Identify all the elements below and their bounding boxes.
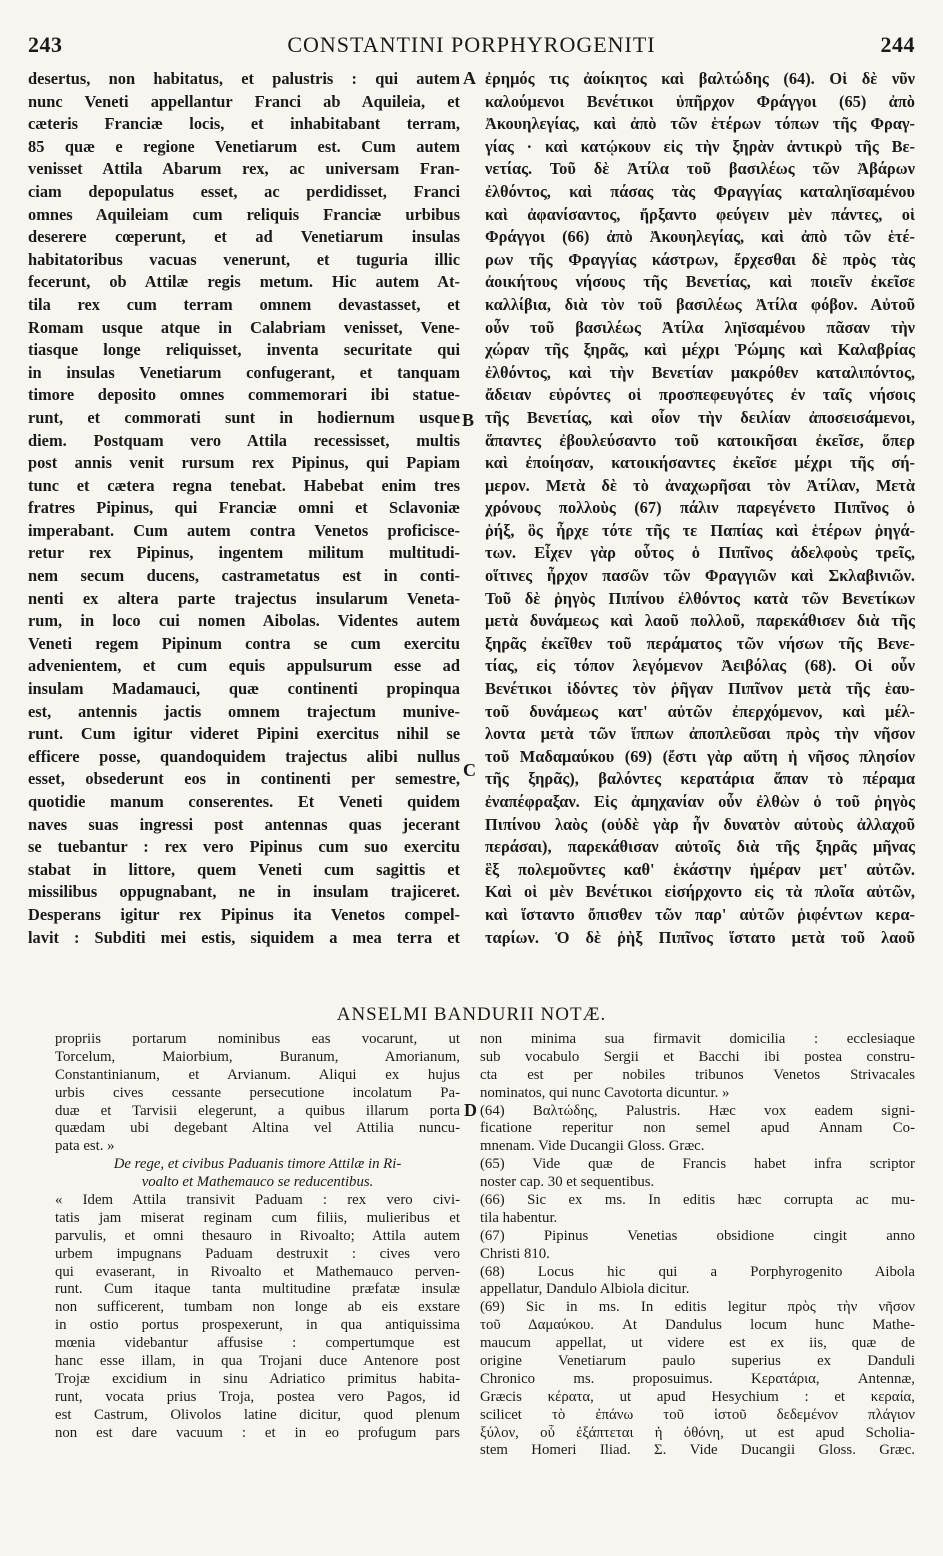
text-line: τῆς Βενετίας, καὶ οἷον τὴν δειλίαν ἀποσεισάμενοι, bbox=[485, 407, 915, 427]
text-line: χρόνους πολλοὺς (67) πάλιν παρεγένετο Πιπῖνος ὁ bbox=[485, 498, 915, 518]
text-line: non sufficerent, tumbam non longe ab eis exstare bbox=[55, 1299, 460, 1316]
text-line: καὶ ἵσταντο ὄπισθεν τῶν παρ' αὐτῶν ῥιφέντων κερα- bbox=[485, 904, 915, 924]
text-line: 85 quæ e regione Venetiarum est. Cum autem bbox=[28, 136, 460, 156]
text-line: ξηρᾶς ἐκεῖθεν τοῦ περάματος τῶν νήσων τῆς Βενε- bbox=[485, 633, 915, 653]
text-line: se tuebantur : rex vero Pipinus cum suo exercitu bbox=[28, 837, 460, 857]
text-line: retur rex Pipinus, ingentem militum multitudi- bbox=[28, 543, 460, 563]
text-line: τοῦ δυνάμεως κατ' αὐτῶν ἐπερχόμενον, καὶ μέλ- bbox=[485, 701, 915, 721]
text-line: ἐρημός τις ἀοίκητος καὶ βαλτώδης (64). Οἱ δὲ νῦν bbox=[485, 69, 915, 88]
text-line: advenientem, et cum equis appulsurum esse ad bbox=[28, 656, 460, 676]
text-line: λοντα μετὰ τῶν ἵππων ἀποπλεῦσαι πρὸς τὴν νῆσον bbox=[485, 724, 915, 744]
text-line: Καὶ οἱ μὲν Βενέτικοι εἰσήρχοντο εἰς τὰ πλοῖα αὐτῶν, bbox=[485, 882, 915, 902]
text-line: fratres Pipinus, qui Franciæ omni et Sclavoniæ bbox=[28, 498, 460, 518]
text-line: Græcis κέρατα, ut apud Hesychium : et κεραία, bbox=[480, 1388, 915, 1405]
text-line: (65) Vide quæ de Francis habet infra scriptor bbox=[480, 1156, 915, 1173]
text-line: duæ et Tarvisii elegerunt, a quibus illarum porta bbox=[55, 1102, 460, 1119]
text-line: quædam ubi degebant Altina vel Attilia nuncu- bbox=[55, 1120, 460, 1137]
text-line: Πιπίνου λαὸς (οὐδὲ γὰρ ἦν δυνατὸν αὐτοὺς ἀλλαχοῦ bbox=[485, 814, 915, 834]
text-line: ρων τῆς Φραγγίας κάστρων, ἔρχεσθαι δὲ πρὸς τὰς bbox=[485, 249, 915, 269]
text-line: De rege, et civibus Paduanis timore Attilæ in Ri- bbox=[113, 1156, 402, 1173]
text-line: (64) Βαλτώδης, Palustris. Hæc vox eadem signi- bbox=[480, 1102, 915, 1119]
text-line: tila rex cum terram omnem devastasset, et bbox=[28, 294, 460, 314]
section-marker-a: A bbox=[463, 68, 476, 88]
text-line: (67) Pipinus Venetias obsidione cingit anno bbox=[480, 1227, 915, 1244]
text-line: runt. Cum igitur videret Pipini exercitus nihil se bbox=[28, 724, 460, 744]
text-line: tunc et cætera regna tenebat. Habebat enim tres bbox=[28, 475, 460, 495]
text-line: ciam depopulatus esset, ac perdidisset, Franci bbox=[28, 181, 460, 201]
notes-heading: ANSELMI BANDURII NOTÆ. bbox=[336, 1004, 607, 1025]
text-line: τίας, εἰς τόπον λεγόμενον Ἀειβόλας (68). Οἱ οὖν bbox=[485, 656, 915, 676]
text-line: ἅπαντες ἐβουλεύσαντο τοῦ κατοικῆσαι ἐκεῖσε, ὅπερ bbox=[485, 430, 915, 450]
text-line: nunc Veneti appellantur Franci ab Aquileia, et bbox=[28, 91, 460, 111]
text-line: Constantinianum, et Arvianum. Aliqui ex hujus bbox=[55, 1066, 460, 1083]
text-line: (66) Sic ex ms. In editis hæc corrupta ac mu- bbox=[480, 1192, 915, 1209]
text-line: stem Homeri Iliad. Σ. Vide Ducangii Gloss. Græc. bbox=[480, 1442, 915, 1459]
text-line: origine Venetiarum paulo superius ex Danduli bbox=[480, 1353, 915, 1370]
text-line: καλλίβια, διὰ τὸν τοῦ βασιλέως Ἀτίλα φόβον. Αὐτοῦ bbox=[485, 294, 915, 314]
text-line: est, antennis jactis omnem trajectum munive- bbox=[28, 701, 460, 721]
text-line: cæteris Franciæ locis, et inhabitabant terram, bbox=[28, 114, 460, 134]
text-line: μετὰ δυνάμεως καὶ λαοῦ πολλοῦ, παρεκάθισεν διὰ τῆς bbox=[485, 611, 915, 631]
text-line: ἀοικήτους νήσους τῆς Βενετίας, καὶ ποιεῖν ἐκεῖσε bbox=[485, 272, 915, 292]
text-line: scilicet τὸ ἐπάνω τοῦ ἱστοῦ δεδεμένον πλάγιον bbox=[480, 1406, 915, 1423]
text-line: in ostio portus prospexerunt, in qua antiquissima bbox=[55, 1317, 460, 1334]
running-title: CONSTANTINI PORPHYROGENITI bbox=[287, 32, 656, 57]
text-line: περάσαι), παρεκάθισαν αὐτοῖς διὰ τῆς ξηρᾶς μῆνας bbox=[485, 837, 915, 857]
text-line: esset, obsederunt eos in continenti per semestre, bbox=[28, 769, 460, 789]
text-line: omnes Aquileiam cum reliquis Franciæ urbibus bbox=[28, 204, 460, 224]
text-line: tila habentur. bbox=[480, 1209, 558, 1226]
text-line: habitatoribus vacuas venerunt, et tuguria illic bbox=[28, 249, 460, 269]
section-marker-c: C bbox=[463, 760, 476, 780]
text-line: hanc esse illam, in qua Trojani duce Antenore post bbox=[55, 1353, 460, 1370]
section-marker-d: D bbox=[464, 1100, 477, 1120]
text-line: diem. Postquam vero Attila recessisset, multis bbox=[28, 430, 460, 450]
text-line: deserere cœperunt, et ad Venetiarum insulas bbox=[28, 227, 460, 247]
text-line: qui evaserant, in Rivoalto et Mathemauco perven- bbox=[55, 1263, 460, 1280]
text-line: (69) Sic in ms. In editis legitur πρὸς τὴν νῆσον bbox=[480, 1299, 915, 1316]
text-line: propriis portarum nominibus eas vocarunt, ut bbox=[55, 1031, 460, 1047]
section-marker-b: B bbox=[462, 410, 475, 430]
text-line: Chronico ms. proposuimus. Κερατάρια, Antennæ, bbox=[480, 1370, 915, 1387]
text-line: imperabant. Cum autem contra Venetos proficisce- bbox=[28, 520, 460, 540]
text-line: desertus, non habitatus, et palustris : qui autem bbox=[28, 69, 460, 88]
text-line: τοῦ Μαδαμαύκου (69) (ἔστι γὰρ αὕτη ἡ νῆσος πλησίον bbox=[485, 746, 915, 766]
text-line: Desperans igitur rex Pipinus ita Venetos compel- bbox=[28, 904, 460, 924]
text-line: Romam usque atque in Calabriam venisset, Vene- bbox=[28, 317, 460, 337]
text-line: venisset Attila Abarum rex, ac universam Fran- bbox=[28, 159, 460, 179]
text-line: nominatos, qui nunc Cavotorta dicuntur. » bbox=[480, 1084, 730, 1101]
page-header bbox=[28, 32, 915, 60]
text-line: ῥήξ, ὃς ἦρχε τότε τῆς τε Παπίας καὶ ἑτέρων ῥηγά- bbox=[485, 520, 915, 540]
text-line: non minima sua firmavit domicilia : ecclesiaque bbox=[480, 1031, 915, 1047]
text-line: parvulis, et omni thesauro in Rivoalto; Attila autem bbox=[55, 1227, 460, 1244]
text-line: cta est per nobiles tribunos Venetos Strivacales bbox=[480, 1066, 915, 1083]
text-line: post annis venit rursum rex Pipinus, qui Papiam bbox=[28, 453, 460, 473]
text-line: efficere posse, quandoquidem trajectus alibi nullus bbox=[28, 746, 460, 766]
text-line: Φράγγοι (66) ἀπὸ Ἀκουηλεγίας, καὶ ἀπὸ τῶν ἑτέ- bbox=[485, 227, 915, 247]
text-line: missilibus oppugnabant, ne in insulam trajiceret. bbox=[28, 882, 460, 902]
text-line: οὖν τοῦ βασιλέως Ἀτίλα ληϊσαμένου πᾶσαν τὴν bbox=[485, 317, 915, 337]
text-line: tatis jam miserat reginam cum filiis, mulieribus et bbox=[55, 1209, 460, 1226]
text-line: ficatione reperitur non semel apud Annam Co- bbox=[480, 1120, 915, 1137]
text-line: ἓξ πολεμοῦντες καθ' ἑκάστην ἡμέραν μετ' αὐτῶν. bbox=[485, 859, 915, 879]
text-line: quotidie manum conserentes. Et Veneti quidem bbox=[28, 792, 460, 811]
text-line: γίας · καὶ κατῴκουν εἰς τὴν ξηρὰν ἀντικρὺ τῆς Βε- bbox=[485, 136, 915, 156]
text-line: mnenam. Vide Ducangii Gloss. Græc. bbox=[480, 1138, 705, 1155]
text-line: καὶ ἀφανίσαντος, ἤρξαντο φεύγειν μὲν πάντες, οἱ bbox=[485, 204, 915, 224]
text-line: urbem impugnans Paduam destruxit : cives vero bbox=[55, 1245, 460, 1262]
text-line: lavit : Subditi mei estis, siquidem a mea terra et bbox=[28, 927, 460, 947]
text-line: nem secum ducens, castrametatus est in conti- bbox=[28, 566, 460, 586]
text-line: καὶ ἐποίησαν, κατοικήσαντες ἐκεῖσε μέχρι τῆς σή- bbox=[485, 453, 915, 473]
text-line: (68) Locus hic qui a Porphyrogenito Aibola bbox=[480, 1263, 915, 1280]
text-line: in insulas Venetiarum confugerant, et tanquam bbox=[28, 362, 460, 382]
text-line: runt, vocata prius Troja, postea vero Pagos, id bbox=[55, 1388, 460, 1405]
text-line: Christi 810. bbox=[480, 1245, 550, 1262]
text-line: runt. Cum itaque tanta multitudine præfatæ insulæ bbox=[55, 1281, 460, 1298]
text-line: « Idem Attila transivit Paduam : rex vero civi- bbox=[55, 1192, 460, 1209]
text-line: τῆς ξηρᾶς), βαλόντες κερατάρια ἅπαν τὸ πέραμα bbox=[485, 769, 915, 789]
text-line: appellatur, Dandulo Albiola dicitur. bbox=[480, 1281, 690, 1298]
notes-right-column bbox=[480, 1031, 915, 1460]
text-line: χώραν τῆς ξηρᾶς, καὶ μέχρι Ῥώμης καὶ Καλαβρίας bbox=[485, 340, 915, 360]
text-line: mœnia videbantur affusise : compertumque est bbox=[55, 1335, 460, 1352]
text-line: μερον. Μετὰ δὲ τὸ ἀναχωρῆσαι τὸν Ἀτίλαν, Μετὰ bbox=[485, 475, 915, 495]
text-line: Τοῦ δὲ ῥηγὸς Πιπίνου ἐλθόντος κατὰ τῶν Βενετίκων bbox=[485, 588, 915, 608]
text-line: νετίας. Τοῦ δὲ Ἀτίλα τοῦ βασιλέως τῶν Ἀβάρων bbox=[485, 159, 915, 179]
text-line: noster cap. 30 et sequentibus. bbox=[480, 1174, 655, 1191]
text-line: timore deposito omnes commemorari ibi statue- bbox=[28, 385, 460, 405]
text-line: stabat in littore, quem Veneti cum sagittis et bbox=[28, 859, 460, 879]
text-line: Ἀκουηλεγίας, καὶ ἀπὸ τῶν ἑτέρων τόπων τῆς Φραγ- bbox=[485, 114, 915, 134]
text-line: ἐναπέφραξαν. Εἰς ἀμηχανίαν οὖν ἐλθὼν ὁ τοῦ ῥηγὸς bbox=[485, 792, 915, 811]
notes-left-column bbox=[55, 1031, 460, 1442]
latin-text-column bbox=[28, 68, 460, 949]
text-line: ἐλθόντος, καὶ πάσας τὰς Φραγγίας καταληϊσαμένου bbox=[485, 181, 915, 201]
text-line: τοῦ Δαμαύκου. At Dandulus locum hunc Mathe- bbox=[480, 1317, 915, 1334]
text-line: non est dare vacuum : et in eo profugum pars bbox=[55, 1424, 460, 1441]
text-line: est Castrum, Olivolos latine dicitur, quod plenum bbox=[55, 1406, 460, 1423]
text-line: ταρίων. Ὁ δὲ ῥὴξ Πιπῖνος ἵστατο μετὰ τοῦ λαοῦ bbox=[485, 927, 915, 947]
text-line: insulam Madamauci, quæ continenti propinqua bbox=[28, 679, 460, 699]
text-line: καλούμενοι Βενέτικοι ὑπῆρχον Φράγγοι (65) ἀπὸ bbox=[485, 91, 915, 111]
text-line: runt, et commorati sunt in hodiernum usque bbox=[28, 407, 460, 427]
text-line: urbis cives cessante persecutione incolatum Pa- bbox=[55, 1084, 460, 1101]
text-line: των. Εἶχεν γὰρ οὗτος ὁ Πιπῖνος ἀδελφοὺς τρεῖς, bbox=[485, 543, 915, 563]
left-page-number: 243 bbox=[28, 32, 63, 57]
text-line: nenti ex altera parte trajectus insularum Veneta- bbox=[28, 588, 460, 608]
text-line: rum, in loco cui nomen Aibolas. Videntes autem bbox=[28, 611, 460, 631]
text-line: ξύλον, οὗ ἐξάπτεται ἡ ὀθόνη, ut est apud Scholia- bbox=[480, 1424, 915, 1441]
greek-text-column bbox=[485, 68, 915, 949]
text-line: Trojæ excidium in sinu Adriatico primitus habita- bbox=[55, 1370, 460, 1387]
text-line: pata est. » bbox=[55, 1138, 115, 1155]
text-line: naves suas ingressi post antennas quas jecerant bbox=[28, 814, 460, 834]
right-page-number: 244 bbox=[880, 32, 915, 57]
text-line: ἐλθόντος, καὶ τὴν Βενετίαν μακρόθεν καταλιπόντος, bbox=[485, 362, 915, 382]
text-line: Veneti regem Pipinum contra se cum exercitu bbox=[28, 633, 460, 653]
text-line: tiasque longe reliquisset, inventa securitate qui bbox=[28, 340, 460, 360]
text-line: ἄδειαν εὑρόντες οἱ προσπεφευγότες ἐν ταῖς νήσοις bbox=[485, 385, 915, 405]
text-line: voalto et Mathemauco se reducentibus. bbox=[141, 1174, 374, 1191]
text-line: fecerunt, ob Attilæ regis metum. Hic autem At- bbox=[28, 272, 460, 292]
text-line: sub vocabulo Sergii et Bacchi ibi postea constru- bbox=[480, 1048, 915, 1065]
text-line: Βενέτικοι ἰδόντες τὸν ῥῆγαν Πιπῖνον μετὰ τῆς ἑαυ- bbox=[485, 679, 915, 699]
text-line: maucum appellat, ut videre est ex iis, quæ de bbox=[480, 1335, 915, 1352]
text-line: οἵτινες ἦρχον πασῶν τῶν Φραγγιῶν καὶ Σκλαβινιῶν. bbox=[485, 566, 915, 586]
text-line: Torcelum, Maiorbium, Buranum, Amorianum, bbox=[55, 1048, 460, 1065]
